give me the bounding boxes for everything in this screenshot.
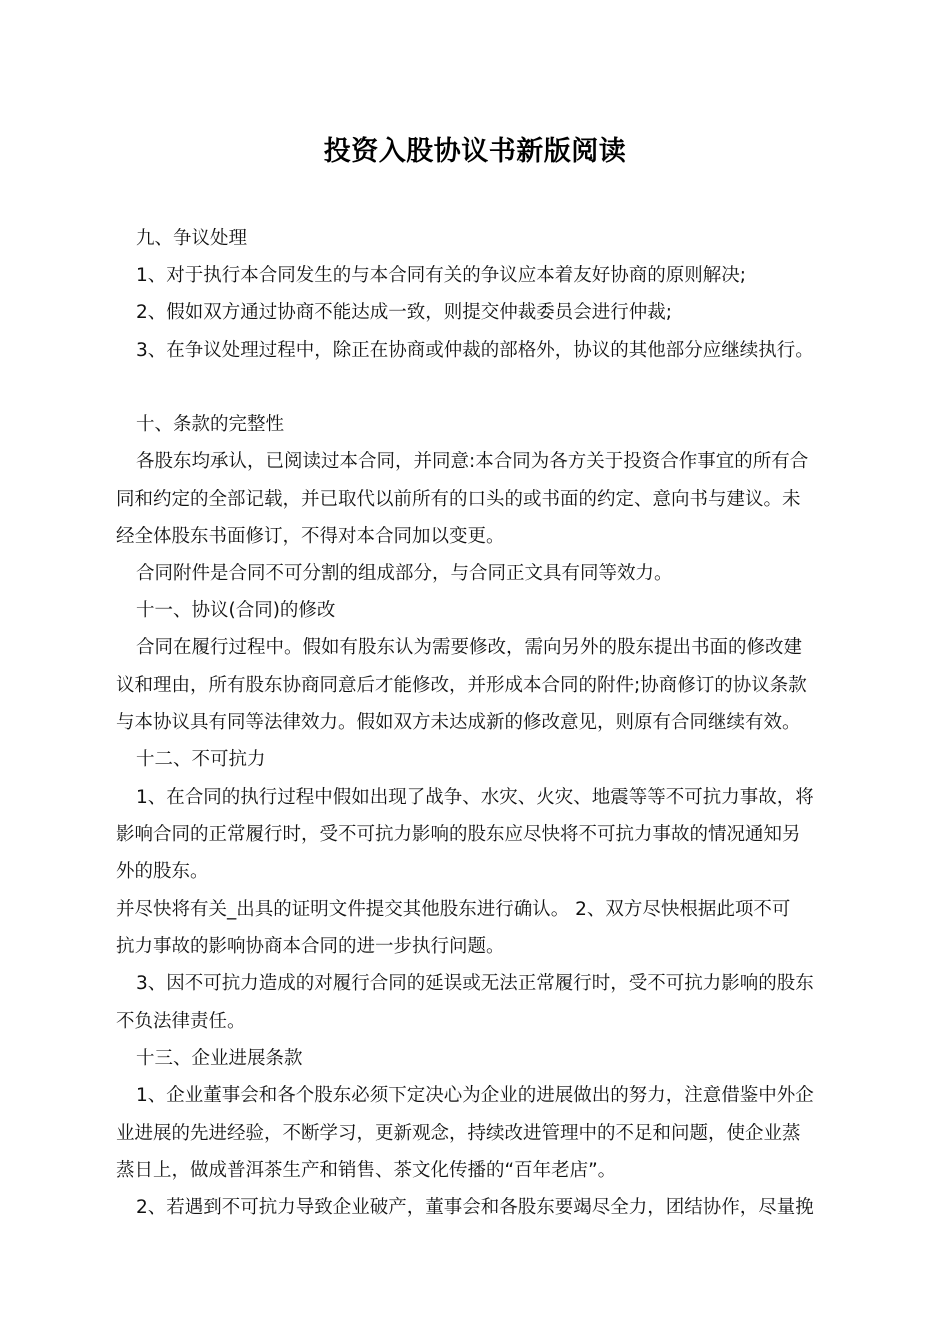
paragraph-line: 合同附件是合同不可分割的组成部分，与合同正文具有同等效力。	[136, 563, 673, 584]
paragraph-line: 与本协议具有同等法律效力。假如双方未达成新的修改意见，则原有合同继续有效。	[116, 712, 801, 733]
paragraph-line: 3、在争议处理过程中，除正在协商或仲裁的部格外，协议的其他部分应继续执行。	[136, 340, 814, 361]
section-heading-dispute: 九、争议处理	[136, 228, 248, 249]
paragraph-line: 影响合同的正常履行时，受不可抗力影响的股东应尽快将不可抗力事故的情况通知另	[116, 824, 801, 845]
document-title: 投资入股协议书新版阅读	[323, 136, 627, 167]
paragraph-line: 业进展的先进经验，不断学习，更新观念，持续改进管理中的不足和问题，使企业蒸	[116, 1123, 801, 1144]
paragraph-line: 3、因不可抗力造成的对履行合同的延误或无法正常履行时，受不可抗力影响的股东	[136, 973, 814, 994]
paragraph-line: 并尽快将有关_出具的证明文件提交其他股东进行确认。 2、双方尽快根据此项不可	[116, 899, 791, 920]
paragraph-line: 蒸日上，做成普洱茶生产和销售、茶文化传播的“百年老店”。	[116, 1160, 617, 1181]
paragraph-line: 外的股东。	[116, 861, 209, 882]
paragraph-line: 经全体股东书面修订，不得对本合同加以变更。	[116, 526, 505, 547]
paragraph-line: 合同在履行过程中。假如有股东认为需要修改，需向另外的股东提出书面的修改建	[136, 637, 803, 658]
paragraph-line: 各股东均承认，已阅读过本合同，并同意:本合同为各方关于投资合作事宜的所有合	[136, 451, 809, 472]
paragraph-line: 抗力事故的影响协商本合同的进一步执行问题。	[116, 936, 505, 957]
paragraph-line: 2、若遇到不可抗力导致企业破产，董事会和各股东要竭尽全力，团结协作，尽量挽	[136, 1197, 814, 1218]
paragraph-line: 1、企业董事会和各个股东必须下定决心为企业的进展做出的努力，注意借鉴中外企	[136, 1085, 814, 1106]
paragraph-line: 2、假如双方通过协商不能达成一致，则提交仲裁委员会进行仲裁;	[136, 302, 673, 323]
section-heading-force-majeure: 十二、不可抗力	[136, 749, 266, 770]
section-heading-amendment: 十一、协议(合同)的修改	[136, 600, 336, 621]
section-heading-development: 十三、企业进展条款	[136, 1048, 303, 1069]
section-heading-integrity: 十、条款的完整性	[136, 414, 285, 435]
paragraph-line: 议和理由，所有股东协商同意后才能修改，并形成本合同的附件;协商修订的协议条款	[116, 675, 807, 696]
paragraph-line: 不负法律责任。	[116, 1011, 246, 1032]
paragraph-line: 1、在合同的执行过程中假如出现了战争、水灾、火灾、地震等等不可抗力事故，将	[136, 787, 814, 808]
paragraph-line: 1、对于执行本合同发生的与本合同有关的争议应本着友好协商的原则解决;	[136, 265, 747, 286]
paragraph-line: 同和约定的全部记载，并已取代以前所有的口头的或书面的约定、意向书与建议。未	[116, 489, 801, 510]
